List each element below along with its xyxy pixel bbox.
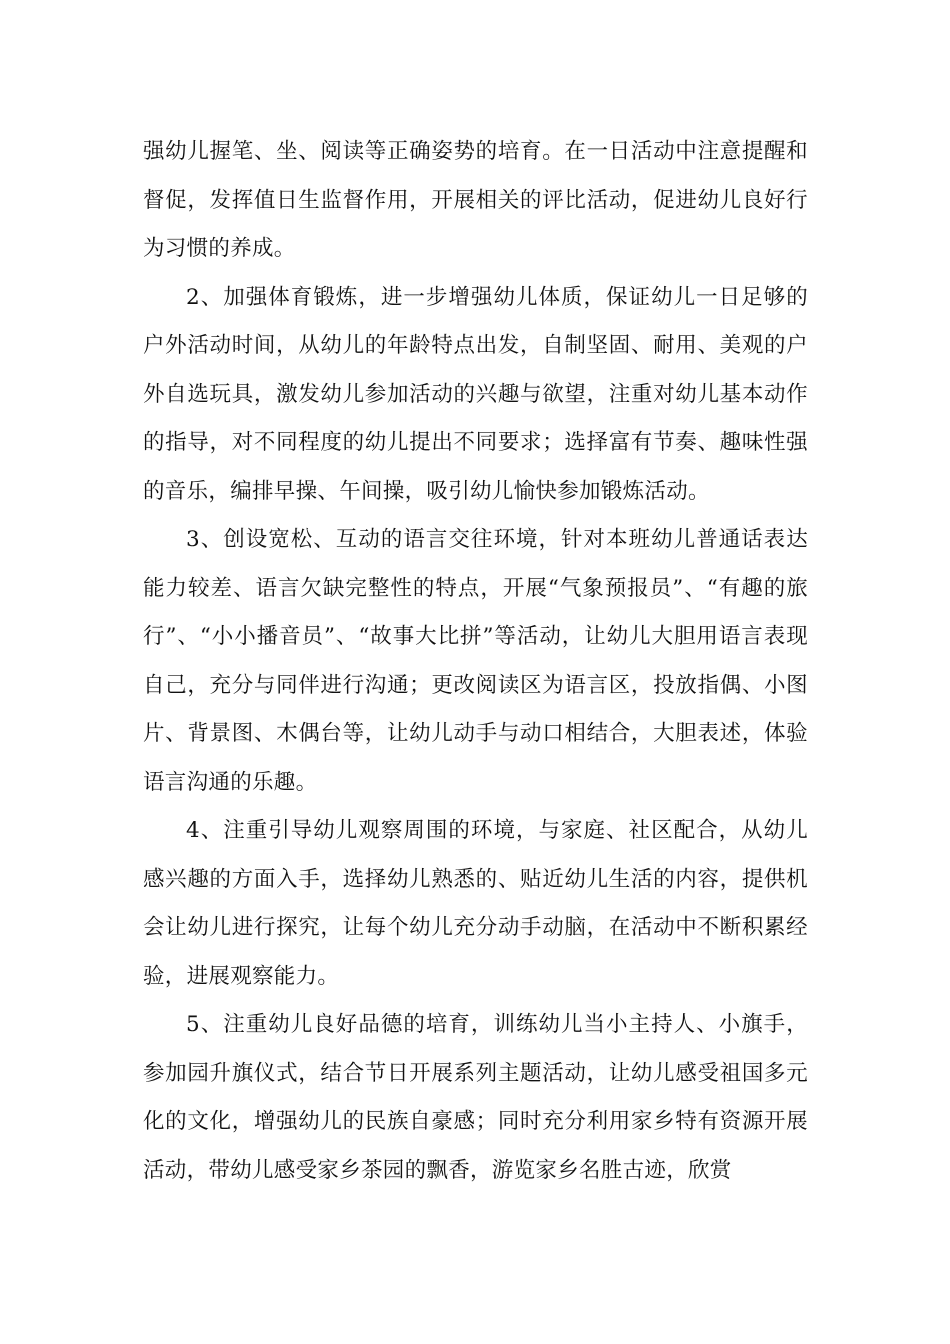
document-body	[143, 128, 808, 1195]
paragraph-item-5: 5、注重幼儿良好品德的培育，训练幼儿当小主持人、小旗手，参加园升旗仪式，结合节日开展系列主题活动，让幼儿感受祖国多元化的文化，增强幼儿的民族自豪感；同时充分利用家乡特有资源开展活动，带幼儿感受家乡茶园的飘香，游览家乡名胜古迹，欣赏	[143, 1012, 808, 1183]
paragraph-item-4: 4、注重引导幼儿观察周围的环境，与家庭、社区配合，从幼儿感兴趣的方面入手，选择幼儿熟悉的、贴近幼儿生活的内容，提供机会让幼儿进行探究，让每个幼儿充分动手动脑，在活动中不断积累经验，进展观察能力。	[143, 818, 808, 989]
paragraph-item-3: 3、创设宽松、互动的语言交往环境，针对本班幼儿普通话表达能力较差、语言欠缺完整性的特点，开展“气象预报员”、“有趣的旅行”、“小小播音员”、“故事大比拼”等活动，让幼儿大胆用语言表现自己，充分与同伴进行沟通；更改阅读区为语言区，投放指偶、小图片、背景图、木偶台等，让幼儿动手与动口相结合，大胆表述，体验语言沟通的乐趣。	[143, 527, 808, 795]
paragraph-item-2: 2、加强体育锻炼，进一步增强幼儿体质，保证幼儿一日足够的户外活动时间，从幼儿的年龄特点出发，自制坚固、耐用、美观的户外自选玩具，激发幼儿参加活动的兴趣与欲望，注重对幼儿基本动作的指导，对不同程度的幼儿提出不同要求；选择富有节奏、趣味性强的音乐，编排早操、午间操，吸引幼儿愉快参加锻炼活动。	[143, 284, 808, 504]
paragraph-continuation: 强幼儿握笔、坐、阅读等正确姿势的培育。在一日活动中注意提醒和督促，发挥值日生监督作用，开展相关的评比活动，促进幼儿良好行为习惯的养成。	[143, 139, 808, 261]
